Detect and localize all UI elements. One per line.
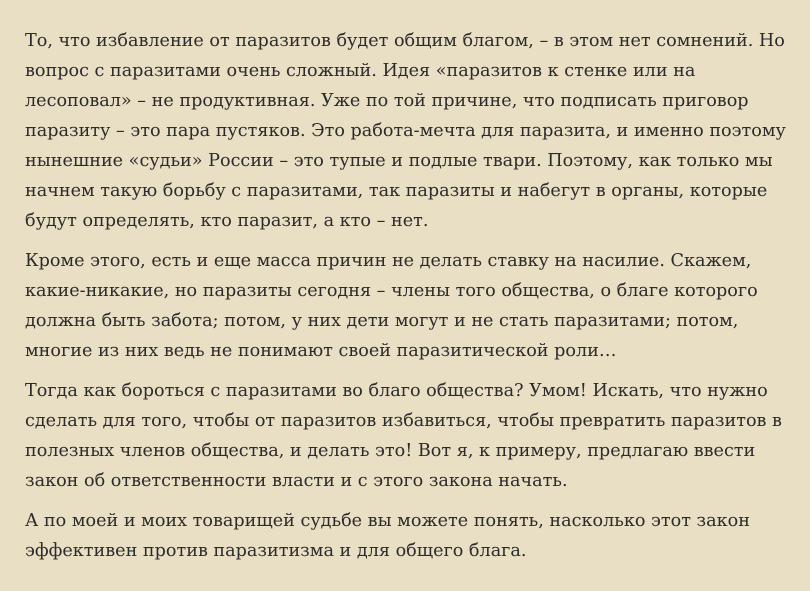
paragraph: Кроме этого, есть и еще масса причин не делать ставку на насилие. Скажем, какие-никакие, но паразиты сегодня – члены того общества, о благе которого должна быть забота; потом, у них дети могут и не стать паразитами; потом, многие из них ведь не понимают своей паразитической роли… — [25, 251, 758, 361]
paragraph: А по моей и моих товарищей судьбе вы можете понять, насколько этот закон эффективен против паразитизма и для общего блага. — [25, 511, 750, 561]
article-body — [25, 26, 800, 576]
paragraph: Тогда как бороться с паразитами во благо общества? Умом! Искать, что нужно сделать для того, чтобы от паразитов избавиться, чтобы превратить паразитов в полезных членов общества, и делать это! Вот я, к примеру, предлагаю ввести закон об ответственности власти и с этого закона начать. — [25, 381, 782, 491]
paragraph: То, что избавление от паразитов будет общим благом, – в этом нет сомнений. Но вопрос с паразитами очень сложный. Идея «паразитов к стенке или на лесоповал» – не продуктивная. Уже по той причине, что подписать приговор паразиту – это пара пустяков. Это работа-мечта для паразита, и именно поэтому нынешние «судьи» России – это тупые и подлые твари. Поэтому, как только мы начнем такую борьбу с паразитами, так паразиты и набегут в органы, которые будут определять, кто паразит, а кто – нет. — [25, 31, 786, 231]
